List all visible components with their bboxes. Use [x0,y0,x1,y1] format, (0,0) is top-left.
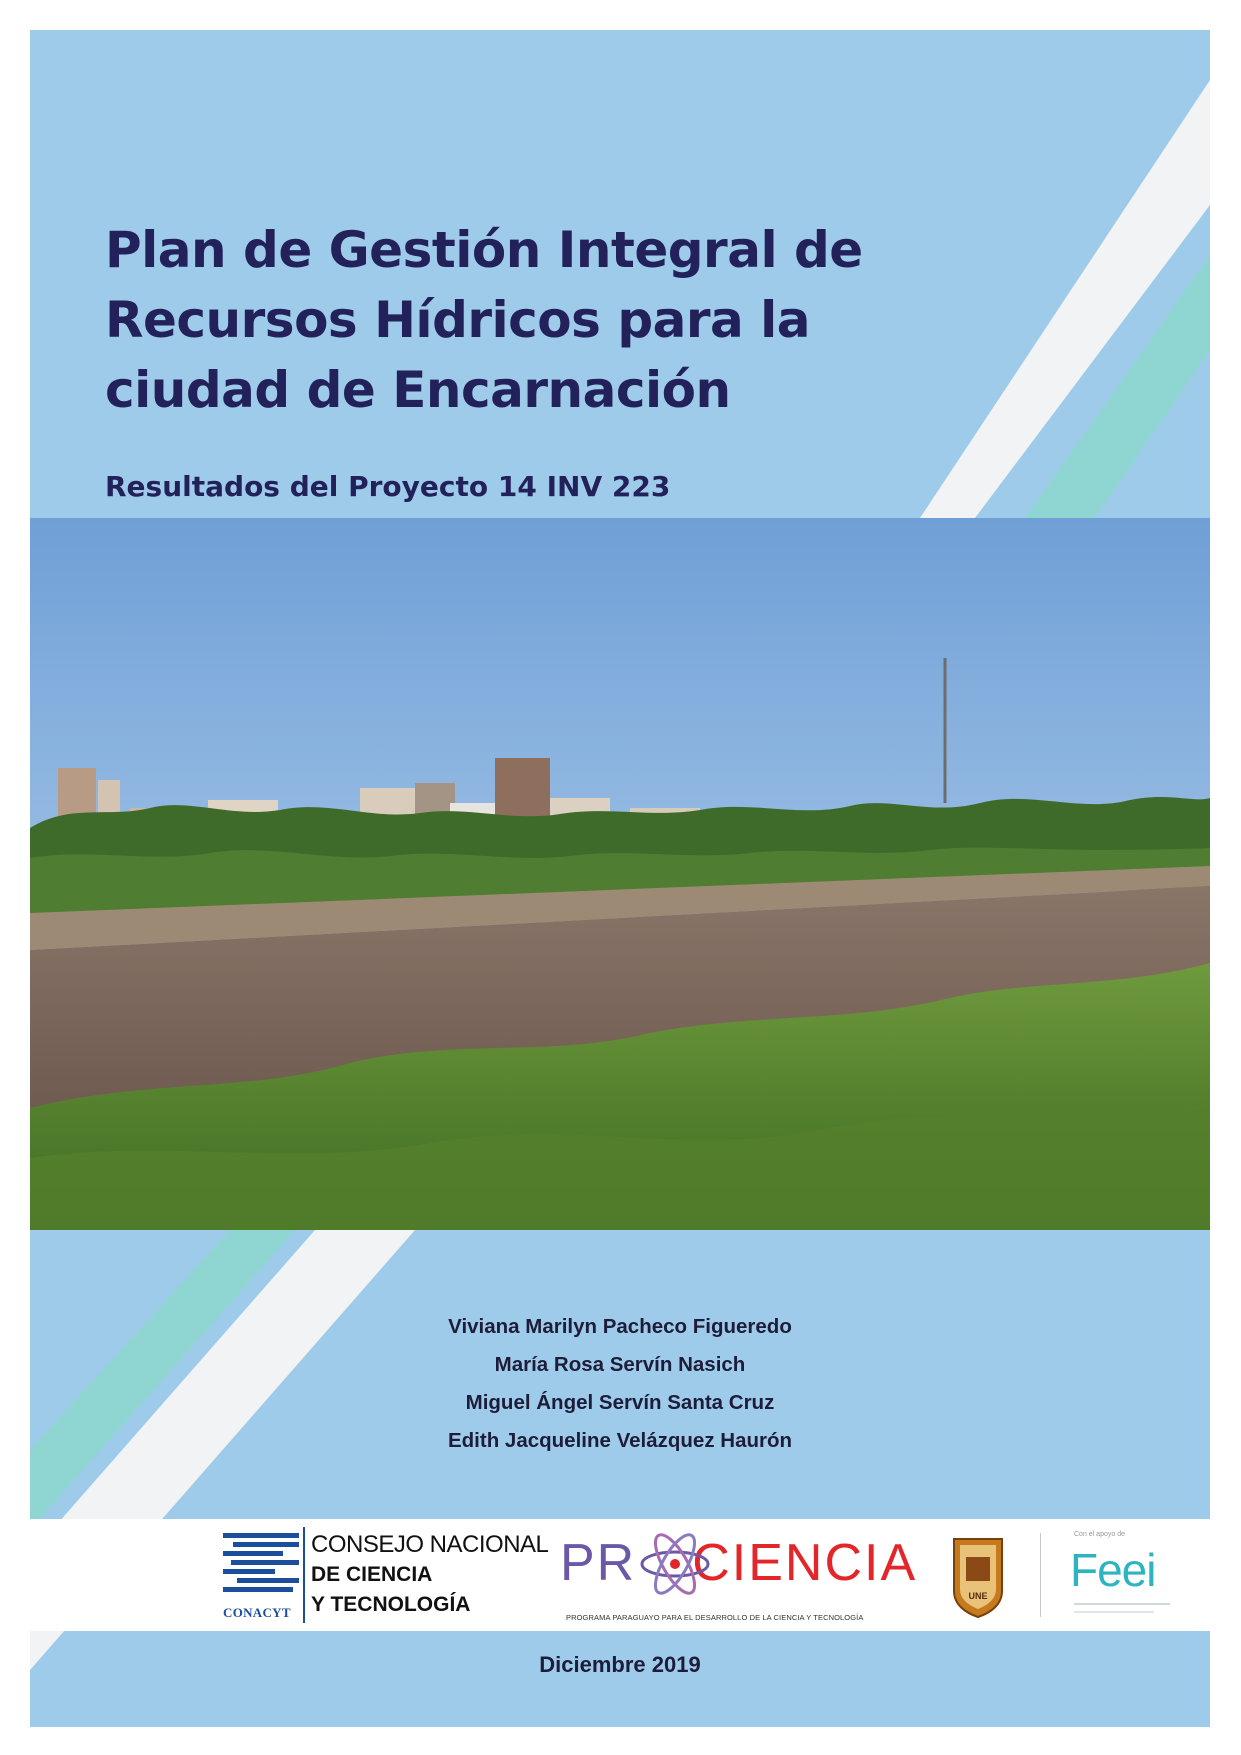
prociencia-word-left: PR [560,1534,637,1592]
conacyt-logo [223,1527,549,1623]
cover-subtitle: Resultados del Proyecto 14 INV 223 [105,470,671,503]
title-line-1: Plan de Gestión Integral de [105,221,863,279]
une-seal-text: UNE [968,1591,988,1601]
prociencia-word-right: CIENCIA [692,1534,918,1592]
stripe-white-top [920,80,1210,518]
publication-date: Diciembre 2019 [539,1652,701,1677]
conacyt-line-3: Y TECNOLOGÍA [311,1593,471,1616]
feei-top-text: Con el apoyo de [1074,1531,1125,1538]
feei-logo [1070,1525,1190,1625]
conacyt-line-2: DE CIENCIA [311,1563,433,1586]
feei-footer-line-2 [1074,1611,1154,1615]
prociencia-tagline: PROGRAMA PARAGUAYO PARA EL DESARROLLO DE LA CIENCIA Y TECNOLOGÍA [566,1613,864,1622]
conacyt-line-1: CONSEJO NACIONAL [311,1531,549,1558]
atom-icon [638,1527,712,1601]
une-seal-icon [948,1531,1008,1619]
feei-wordmark: Feei [1070,1544,1156,1596]
logo-band [30,1519,1210,1631]
author-1: Viviana Marilyn Pacheco Figueredo [448,1315,792,1338]
author-4: Edith Jacqueline Velázquez Haurón [447,1429,793,1452]
river-photo [30,518,1210,1230]
feei-footer-line [1074,1603,1170,1609]
author-list [30,1308,1210,1460]
title-line-2: Recursos Hídricos para la [105,291,811,349]
author-2: María Rosa Servín Nasich [494,1353,746,1376]
prociencia-wordmark [560,1533,917,1593]
conacyt-acronym: CONACYT [223,1605,291,1620]
logo-separator [1040,1533,1041,1617]
prociencia-logo [560,1527,940,1627]
title-line-3: ciudad de Encarnación [105,361,731,419]
cover-page [30,30,1210,1727]
cover-title [105,215,863,425]
author-3: Miguel Ángel Servín Santa Cruz [465,1391,775,1414]
conacyt-divider [303,1527,305,1623]
conacyt-mark-icon [223,1533,299,1599]
